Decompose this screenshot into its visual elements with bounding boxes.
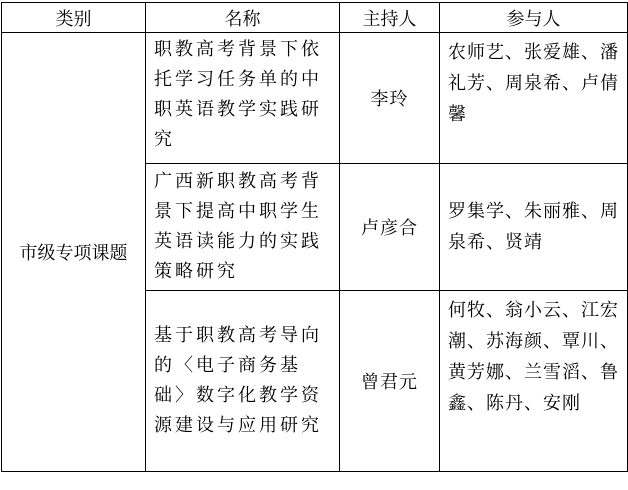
header-category: 类别	[2, 3, 146, 33]
table-row	[2, 33, 628, 164]
header-host: 主持人	[340, 3, 440, 33]
project-name: 基于职教高考导向的〈电子商务基础〉数字化教学资源建设与应用研究	[146, 291, 340, 472]
project-participants: 何牧、翁小云、江宏潮、苏海颜、覃川、黄芳娜、兰雪滔、鲁鑫、陈丹、安刚	[440, 291, 628, 472]
header-name: 名称	[146, 3, 340, 33]
project-host: 曾君元	[340, 291, 440, 472]
project-host: 李玲	[340, 33, 440, 164]
project-participants: 罗集学、朱丽雅、周泉希、贤靖	[440, 164, 628, 291]
project-table	[1, 2, 628, 472]
project-name: 广西新职教高考背景下提高中职学生英语读能力的实践策略研究	[146, 164, 340, 291]
category-cell: 市级专项课题	[2, 33, 146, 472]
project-participants: 农师艺、张爱雄、潘礼芳、周泉希、卢倩馨	[440, 33, 628, 164]
header-row	[2, 3, 628, 33]
header-participants: 参与人	[440, 3, 628, 33]
project-host: 卢彦合	[340, 164, 440, 291]
project-name: 职教高考背景下依托学习任务单的中职英语教学实践研究	[146, 33, 340, 164]
